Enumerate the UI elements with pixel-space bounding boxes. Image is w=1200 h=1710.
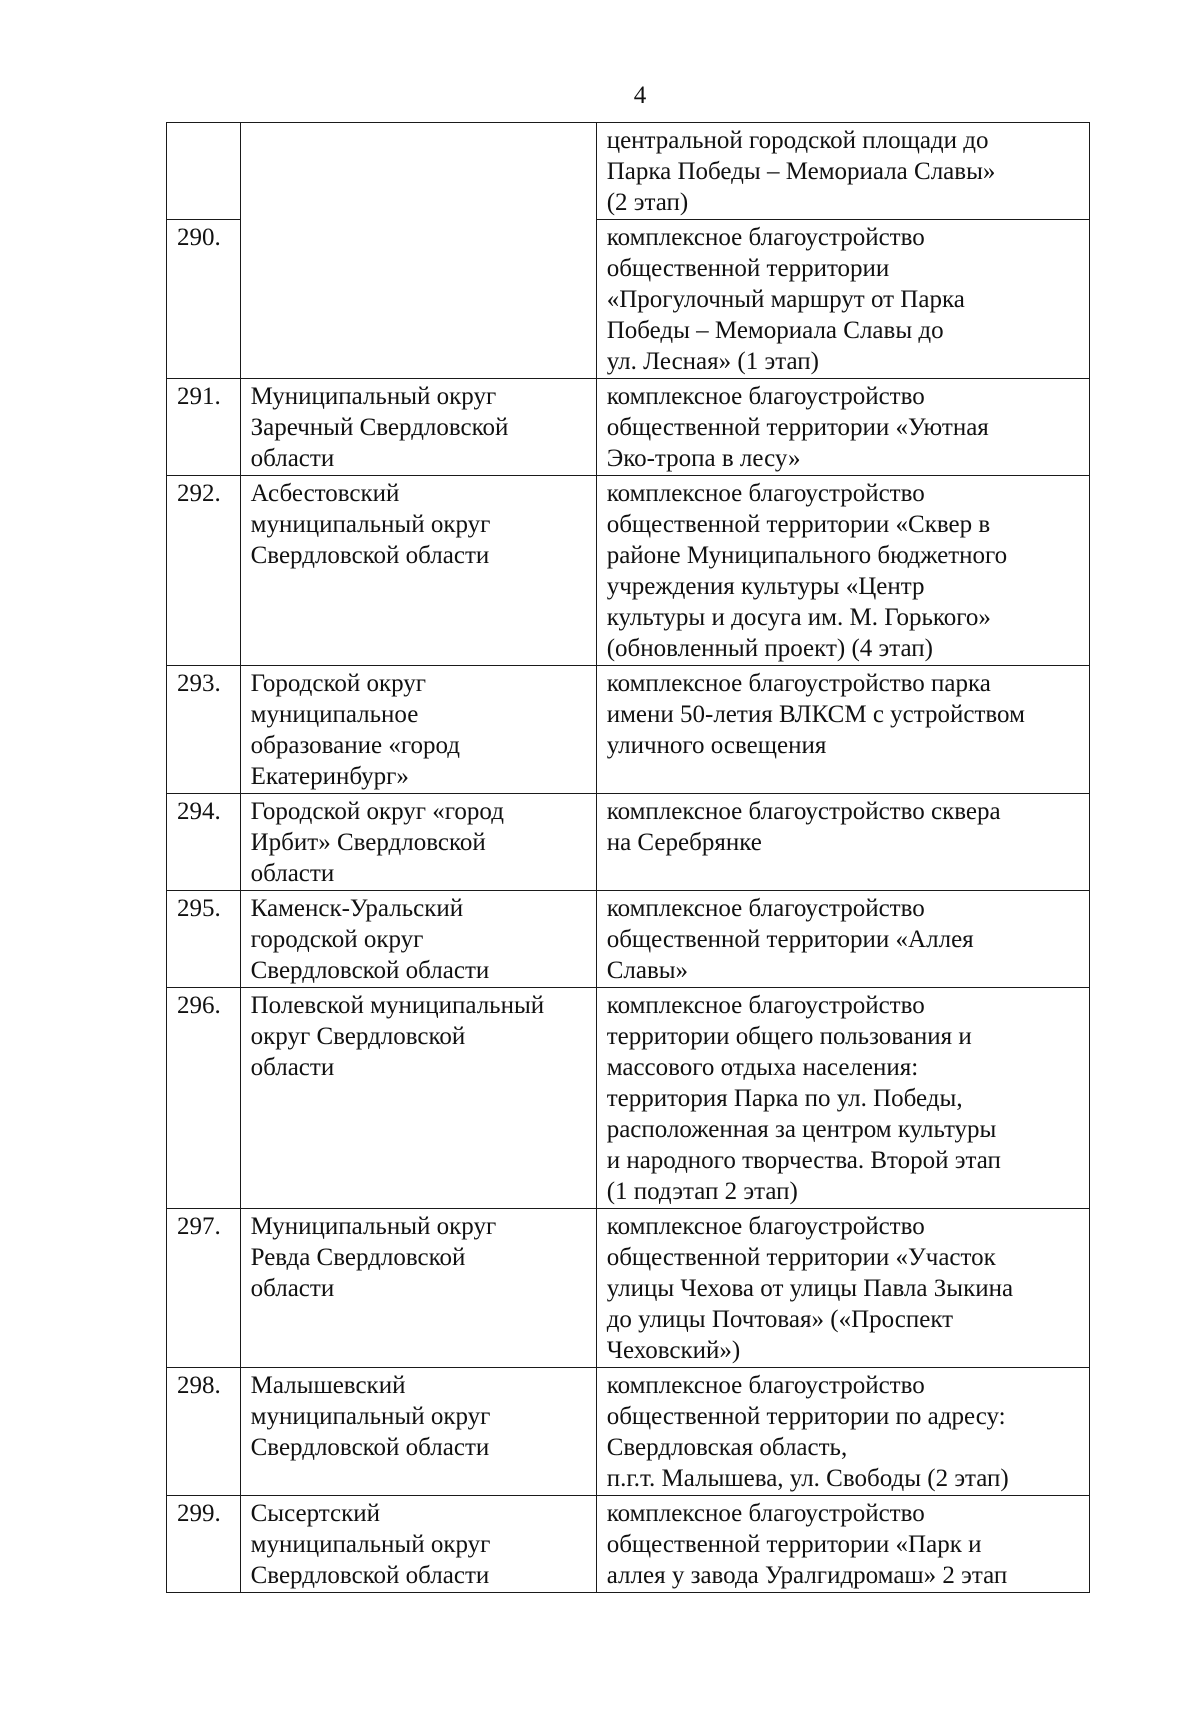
project-cell: комплексное благоустройство общественной территории «Уютная Эко-тропа в лесу» [596, 379, 1089, 476]
project-cell: комплексное благоустройство общественной территории «Участок улицы Чехова от улицы Павла Зыкина до улицы Почтовая» («Проспект Чеховский») [596, 1209, 1089, 1368]
project-cell: комплексное благоустройство общественной территории «Аллея Славы» [596, 891, 1089, 988]
municipality-cell: Городской округ муниципальное образование «город Екатеринбург» [240, 666, 596, 794]
row-number: 290. [167, 220, 241, 379]
municipality-cell: Сысертский муниципальный округ Свердловской области [240, 1496, 596, 1593]
municipality-cell: Каменск-Уральский городской округ Свердловской области [240, 891, 596, 988]
table-row [167, 988, 1090, 1209]
row-number: 296. [167, 988, 241, 1209]
row-number: 293. [167, 666, 241, 794]
municipality-cell: Муниципальный округ Заречный Свердловской области [240, 379, 596, 476]
table-row [167, 1209, 1090, 1368]
project-cell: комплексное благоустройство общественной территории «Прогулочный маршрут от Парка Победы – Мемориала Славы до ул. Лесная» (1 этап) [596, 220, 1089, 379]
table-row [167, 1368, 1090, 1496]
table-row [167, 666, 1090, 794]
row-number: 291. [167, 379, 241, 476]
row-number: 292. [167, 476, 241, 666]
project-cell: комплексное благоустройство общественной территории «Парк и аллея у завода Уралгидромаш» 2 этап [596, 1496, 1089, 1593]
table-row [167, 379, 1090, 476]
project-cell: комплексное благоустройство общественной территории «Сквер в районе Муниципального бюджетного учреждения культуры «Центр культуры и досуга им. М. Горького» (обновленный проект) (4 этап) [596, 476, 1089, 666]
project-cell: комплексное благоустройство общественной территории по адресу: Свердловская область, п.г.т. Малышева, ул. Свободы (2 этап) [596, 1368, 1089, 1496]
row-number: 299. [167, 1496, 241, 1593]
row-number: 298. [167, 1368, 241, 1496]
municipality-cell: Полевской муниципальный округ Свердловской области [240, 988, 596, 1209]
municipality-cell: Муниципальный округ Ревда Свердловской области [240, 1209, 596, 1368]
municipality-cell: Малышевский муниципальный округ Свердловской области [240, 1368, 596, 1496]
row-number: 294. [167, 794, 241, 891]
table-row [167, 123, 1090, 220]
project-cell: комплексное благоустройство сквера на Серебрянке [596, 794, 1089, 891]
row-number: 295. [167, 891, 241, 988]
municipality-cell: Городской округ «город Ирбит» Свердловской области [240, 794, 596, 891]
table-row [167, 794, 1090, 891]
table-row [167, 476, 1090, 666]
project-cell: комплексное благоустройство территории общего пользования и массового отдыха населения: территория Парка по ул. Победы, расположенная за центром культуры и народного творчества. Второй этап (1 подэтап 2 этап) [596, 988, 1089, 1209]
page-number: 4 [633, 82, 647, 109]
projects-table [166, 122, 1090, 1593]
project-cell: центральной городской площади до Парка Победы – Мемориала Славы» (2 этап) [596, 123, 1089, 220]
row-number: 297. [167, 1209, 241, 1368]
table-row [167, 1496, 1090, 1593]
row-number [167, 123, 241, 220]
municipality-cell [240, 123, 596, 379]
table-row [167, 891, 1090, 988]
project-cell: комплексное благоустройство парка имени 50-летия ВЛКСМ с устройством уличного освещения [596, 666, 1089, 794]
municipality-cell: Асбестовский муниципальный округ Свердловской области [240, 476, 596, 666]
